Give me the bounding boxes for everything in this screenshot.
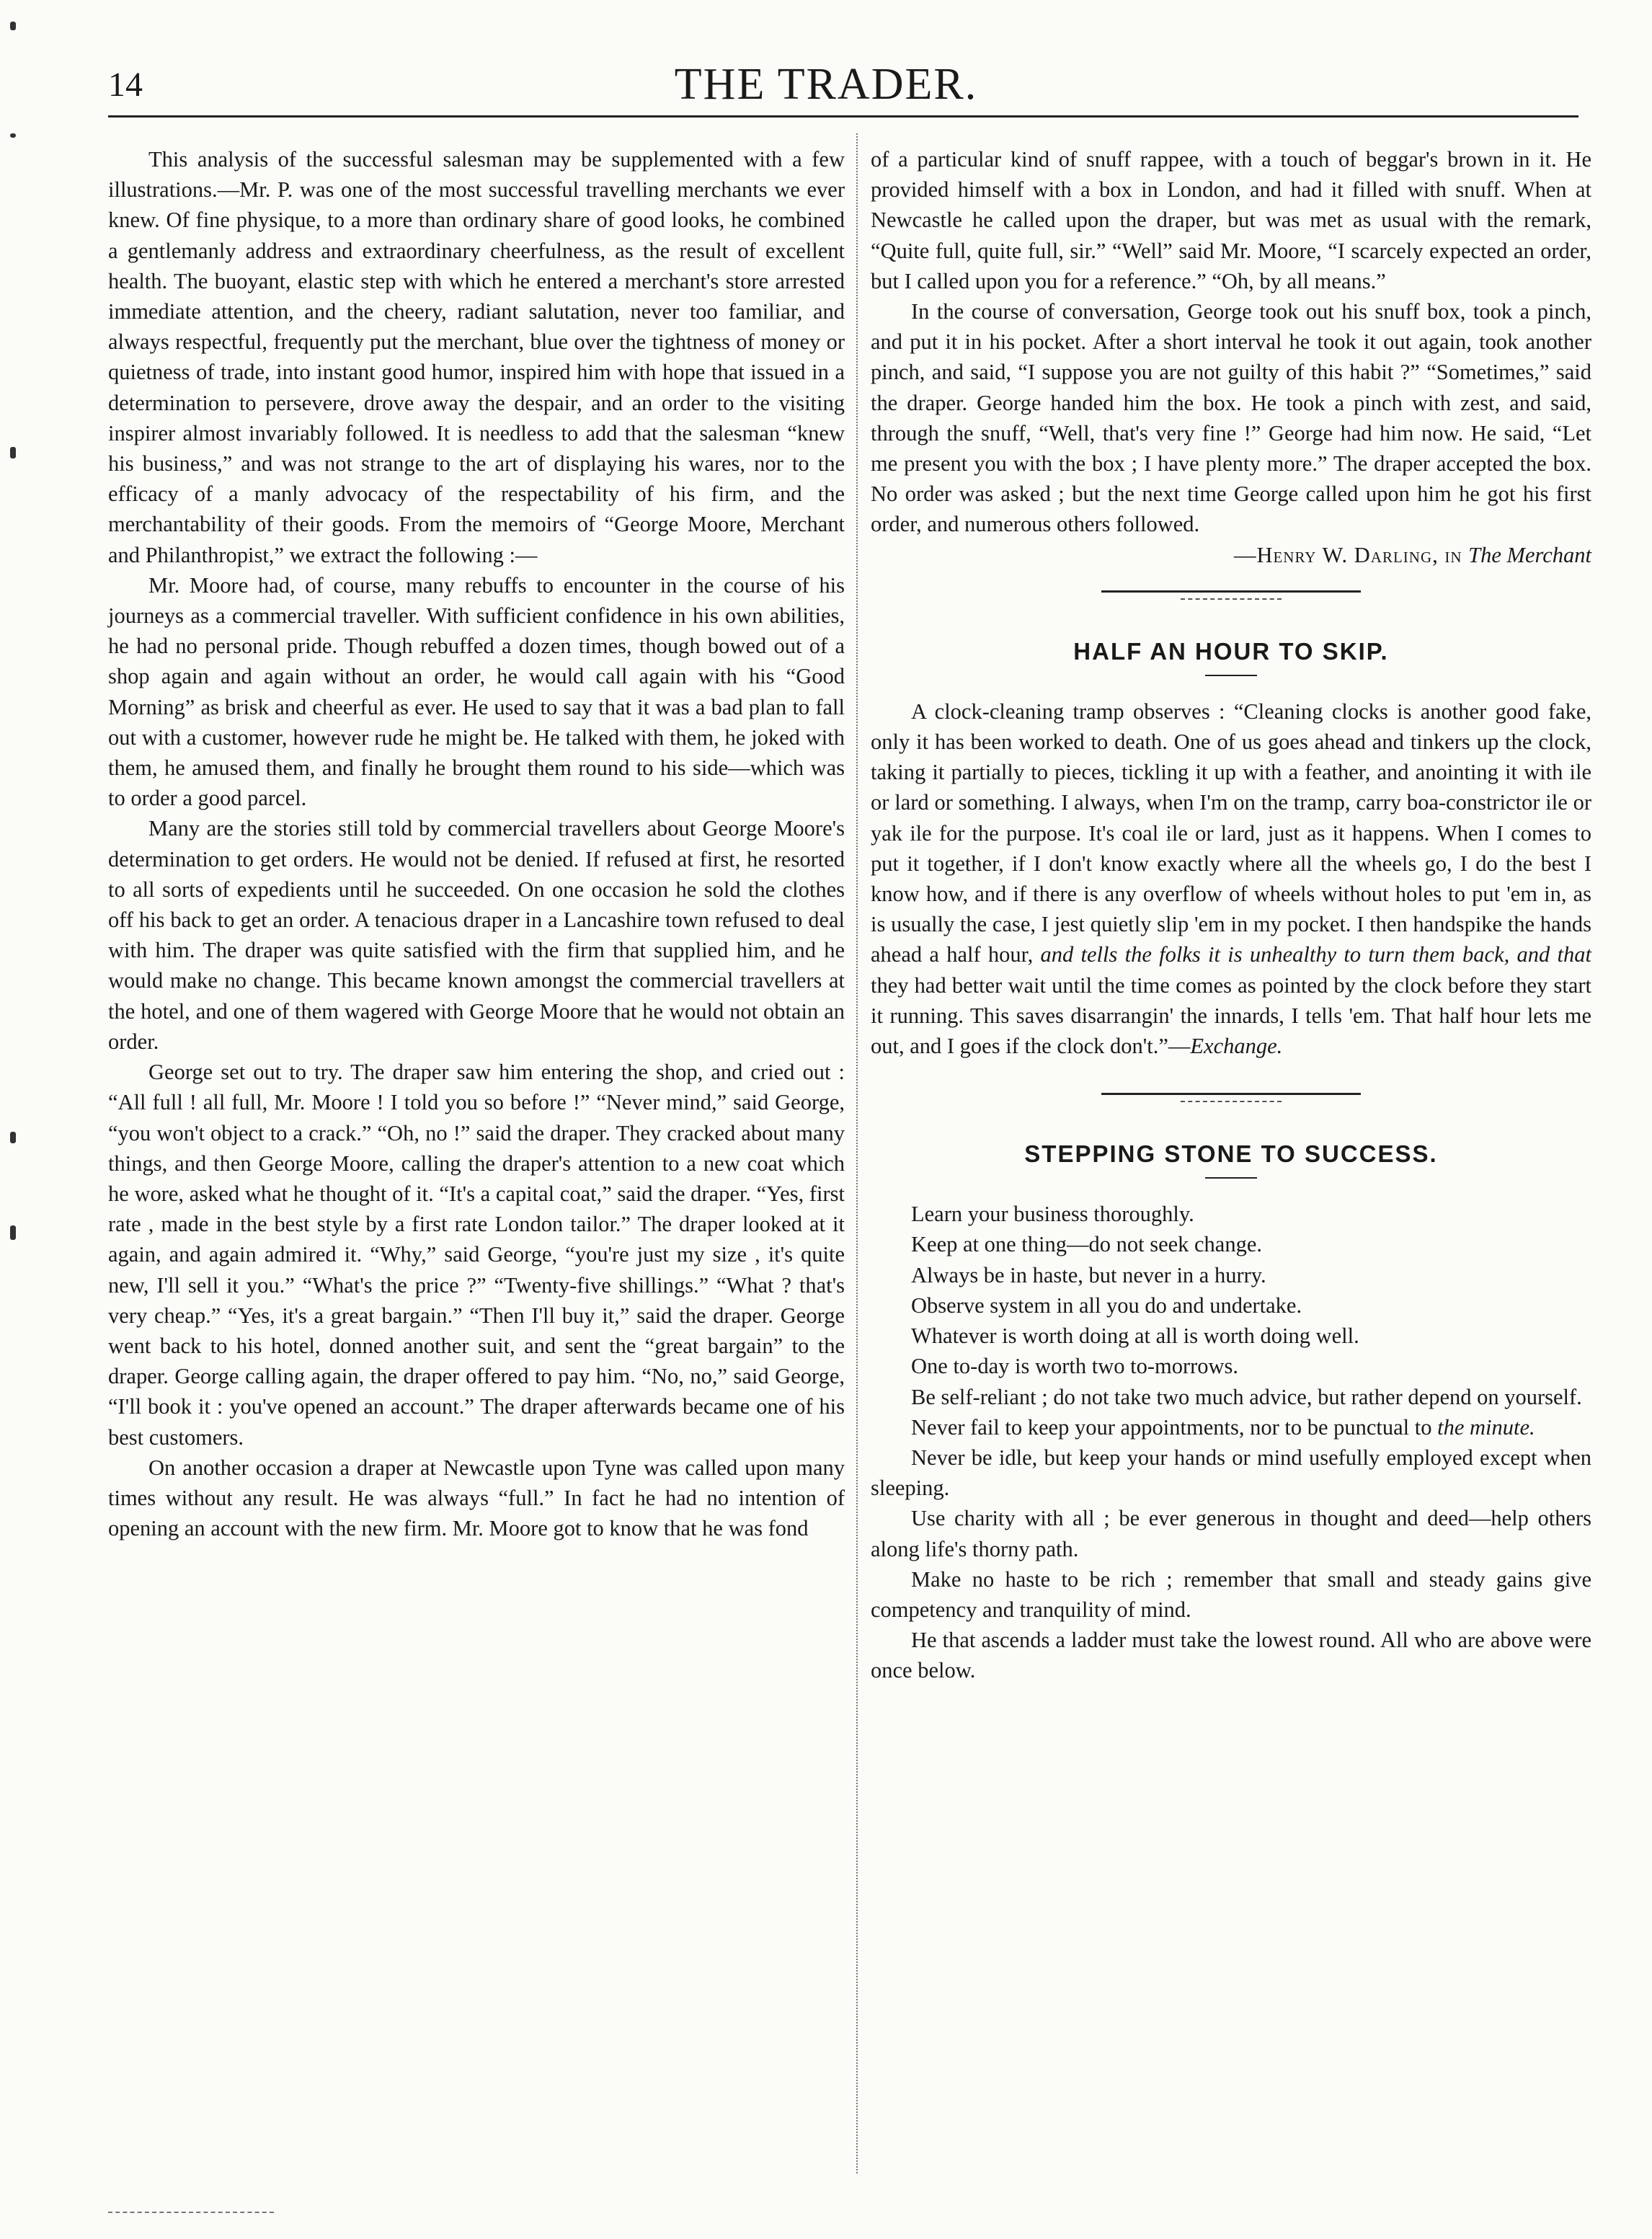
- article-paragraph: In the course of conversation, George took out his snuff box, took a pinch, and put it in his pocket. After a short interval he took it out again, took another pinch, and said, “I suppose you are not guilty of this habit ?” “Sometimes,” said the draper. George handed him the box. He took a pinch with zest, and said, through the snuff, “Well, that's very fine !” George had him now. He said, “Let me present you with the box ; I have plenty more.” The draper accepted the box. No order was asked ; but the next time George called upon him he got his first order, and numerous others followed.: [871, 299, 1591, 537]
- attribution-source: The Merchant: [1468, 542, 1591, 567]
- maxim-paragraph: One to-day is worth two to-morrows.: [911, 1354, 1239, 1379]
- section-heading-stepping-stone: STEPPING STONE TO SUCCESS.: [1024, 1140, 1438, 1168]
- article-text: A clock-cleaning tramp observes : “Cleaning clocks is another good fake, only it has been worked to death. One of us goes ahead and tinkers up the clock, taking it partially to pieces, tickling it up with a feather, and anointing it with ile or lard or something. I always, when I'm on the tramp, carry boa-constrictor ile or yak ile for the purpose. It's coal ile or lard, just as it happens. When I comes to put it together, if I don't know exactly where all the wheels go, I do the best I know how, and if there is any overflow of wheels without holes to put 'em in, as is usually the case, I jest quietly slip 'em in my pocket. I then handspike the hands ahead a half hour,: [871, 699, 1591, 967]
- footer-rule: [108, 2212, 274, 2213]
- maxim-line: Whatever is worth doing at all is worth doing well.: [911, 1324, 1359, 1349]
- article-text: they had better wait until the time comes as pointed by the clock before they start it running. This saves disarrangin' the innards, I tells 'em. That half hour lets me out, and I goes if the clock don't.”—: [871, 972, 1591, 1059]
- margin-speck: [10, 1225, 16, 1240]
- article-paragraph: Mr. Moore had, of course, many rebuffs to encounter in the course of his journeys as a commercial traveller. With sufficient confidence in his own abilities, he had no personal pride. Though rebuffed a dozen times, though bowed out of a shop again and again without an order, he would call again with his “Good Morning” as brisk and cheerful as ever. He used to say that it was a bad plan to fall out with a customer, however rude he might be. He talked with them, he joked with them, he amused them, and finally he brought them round to his side—which was to order a good parcel.: [108, 572, 845, 811]
- article-paragraph: On another occasion a draper at Newcastle upon Tyne was called upon many times without any result. He was always “full.” In fact he had no intention of opening an account with the new firm. Mr. Moore got to know that he was fond: [108, 1455, 845, 1541]
- maxim-line: Observe system in all you do and undertake.: [911, 1293, 1302, 1318]
- maxim-paragraph: Never be idle, but keep your hands or mind usefully employed except when sleeping.: [871, 1445, 1591, 1501]
- margin-speck: [10, 22, 16, 30]
- maxim-paragraph: [871, 1412, 1591, 1442]
- section-divider: [1101, 590, 1361, 603]
- article-attribution: [871, 540, 1591, 570]
- article-italic-text: and tells the folks it is unhealthy to turn them back, and that: [1040, 942, 1592, 967]
- section-heading-half-hour: HALF AN HOUR TO SKIP.: [1073, 637, 1389, 665]
- article-source: Exchange.: [1190, 1034, 1283, 1059]
- left-column: [108, 144, 845, 1543]
- maxim-paragraph: Use charity with all ; be ever generous in thought and deed—help others along life's thorny path.: [871, 1506, 1591, 1561]
- header-divider: [108, 115, 1578, 118]
- margin-speck: [10, 133, 16, 138]
- article-paragraph: Many are the stories still told by commercial travellers about George Moore's determination to get orders. He would not be denied. If refused at first, he resorted to all sorts of expedients until he succeeded. On one occasion he sold the clothes off his back to get an order. A tenacious draper in a Lancashire town refused to deal with him. The draper was quite satisfied with the firm that supplied him, and he would make no change. This became known amongst the commercial travellers at the hotel, and one of them wagered with George Moore that he would not obtain an order.: [108, 816, 845, 1054]
- article-paragraph: George set out to try. The draper saw him entering the shop, and cried out : “All full ! all full, Mr. Moore ! I told you so before !” “Never mind,” said George, “you won't object to a crack.” “Oh, no !” said the draper. They cracked about many things, and then George Moore, calling the draper's attention to a new coat which he wore, asked what he thought of it. “It's a capital coat,” said the draper. “Yes, first rate , made in the best style by a first rate London tailor.” The draper looked at it again, and again admired it. “Why,” said George, “you're just my size , it's quite new, I'll sell it you.” “What's the price ?” “Twenty-five shillings.” “What ? that's very cheap.” “Yes, it's a great bargain.” “Then I'll buy it,” said the draper. George went back to his hotel, donned another suit, and sent the “great bargain” to the draper. George calling again, the draper offered to pay him. “No, no,” said George, “I'll book it : you've opened an account.” The draper afterwards became one of his best customers.: [108, 1060, 845, 1450]
- maxim-paragraph: He that ascends a ladder must take the lowest round. All who are above were once below.: [871, 1628, 1591, 1683]
- article-paragraph: [871, 696, 1591, 1061]
- maxim-line: Keep at one thing—do not seek change.: [911, 1232, 1263, 1257]
- heading-rule: [1205, 1177, 1257, 1179]
- right-column: [871, 144, 1591, 1686]
- maxim-line: Always be in haste, but never in a hurry.: [911, 1262, 1266, 1287]
- maxim-italic-text: the minute.: [1437, 1414, 1535, 1440]
- maxim-paragraph: Make no haste to be rich ; remember that small and steady gains give competency and tranquility of mind.: [871, 1566, 1591, 1622]
- attribution-author: —Henry W. Darling, in: [1233, 542, 1462, 567]
- margin-speck: [10, 447, 16, 458]
- column-divider: [856, 133, 858, 2173]
- page-title: THE TRADER.: [674, 60, 978, 109]
- maxim-line: Learn your business thoroughly.: [911, 1202, 1194, 1227]
- heading-rule: [1205, 675, 1257, 676]
- section-divider: [1101, 1093, 1361, 1105]
- margin-speck: [10, 1132, 16, 1143]
- page-number: 14: [108, 66, 143, 104]
- maxim-text: Never fail to keep your appointments, nor to be punctual to: [911, 1414, 1432, 1440]
- article-paragraph: This analysis of the successful salesman may be supplemented with a few illustrations.—Mr. P. was one of the most successful travelling merchants we ever knew. Of fine physique, to a more than ordinary share of good looks, he combined a gentlemanly address and extraordinary cheerfulness, as the result of excellent health. The buoyant, elastic step with which he entered a merchant's store arrested immediate attention, and the cheery, radiant salutation, never too familiar, and always respectful, frequently put the merchant, blue over the tightness of money or quietness of trade, into instant good humor, inspired him with hope that issued in a determination to persevere, drove away the despair, and an order to the visiting inspirer almost invariably followed. It is needless to add that the salesman “knew his business,” and was not strange to the art of displaying his wares, nor to the efficacy of a manly advocacy of the respectability of his firm, and the merchantability of their goods. From the memoirs of “George Moore, Merchant and Philanthropist,” we extract the following :—: [108, 147, 845, 567]
- maxim-paragraph: Be self-reliant ; do not take two much advice, but rather depend on yourself.: [911, 1384, 1582, 1409]
- article-paragraph: of a particular kind of snuff rappee, with a touch of beggar's brown in it. He provided himself with a box in London, and had it filled with snuff. When at Newcastle he called upon the draper, but was met as usual with the remark, “Quite full, quite full, sir.” “Well” said Mr. Moore, “I scarcely expected an order, but I called upon you for a reference.” “Oh, by all means.”: [871, 147, 1591, 293]
